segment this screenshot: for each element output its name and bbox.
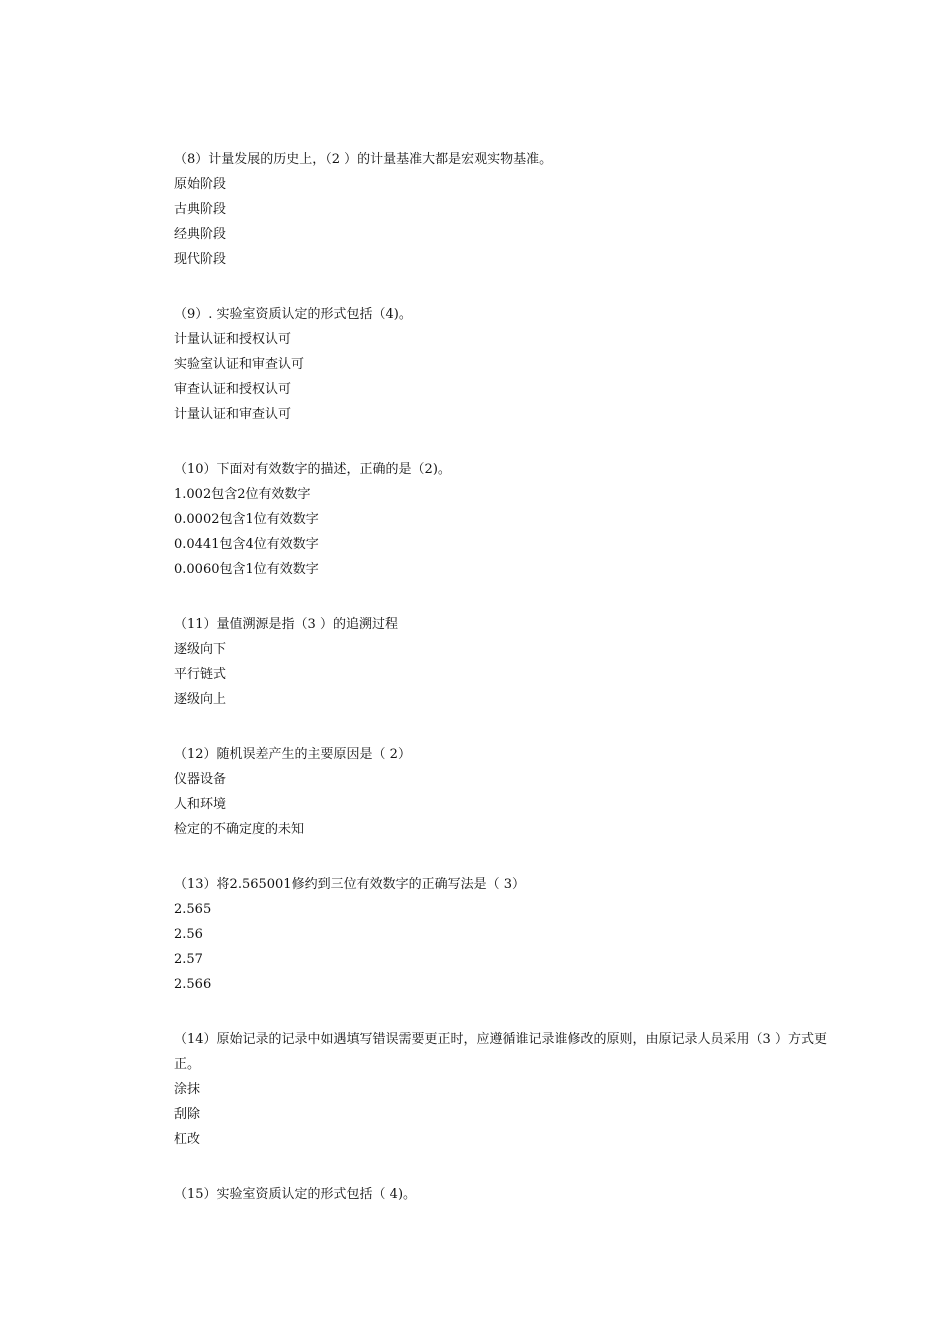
option-2: 刮除 [174,1107,201,1122]
option-1: 原始阶段 [174,177,227,192]
option-1: 2.565 [174,902,212,917]
question-15 [174,1182,834,1207]
question-text: （8）计量发展的历史上，（2 ）的计量基准大都是宏观实物基准。 [174,152,553,167]
question-text: （14）原始记录的记录中如遇填写错误需要更正时，应遵循谁记录谁修改的原则，由原记录人员采用（3 ）方式更正。 [174,1032,827,1072]
option-2: 平行链式 [174,667,227,682]
option-1: 逐级向下 [174,642,227,657]
question-14 [174,1027,834,1152]
question-10 [174,457,834,582]
question-text: （12）随机误差产生的主要原因是（ 2） [174,747,411,762]
option-3: 逐级向上 [174,692,227,707]
option-3: 0.0441包含4位有效数字 [174,537,319,552]
question-text: （15）实验室资质认定的形式包括（ 4)。 [174,1187,417,1202]
document-page [174,147,834,1237]
option-3: 检定的不确定度的未知 [174,822,305,837]
question-text: （10）下面对有效数字的描述，正确的是（2)。 [174,462,451,477]
question-text: （11）量值溯源是指（3 ）的追溯过程 [174,617,398,632]
option-4: 现代阶段 [174,252,227,267]
option-2: 2.56 [174,927,203,942]
option-2: 实验室认证和审查认可 [174,357,305,372]
option-2: 0.0002包含1位有效数字 [174,512,319,527]
question-11 [174,612,834,712]
question-8 [174,147,834,272]
question-13 [174,872,834,997]
option-4: 计量认证和审查认可 [174,407,292,422]
question-text: （13）将2.565001修约到三位有效数字的正确写法是（ 3） [174,877,525,892]
option-3: 杠改 [174,1132,201,1147]
question-text: （9）. 实验室资质认定的形式包括（4)。 [174,307,412,322]
option-2: 人和环境 [174,797,227,812]
option-1: 仪器设备 [174,772,227,787]
option-1: 计量认证和授权认可 [174,332,292,347]
option-2: 古典阶段 [174,202,227,217]
option-4: 2.566 [174,977,212,992]
option-3: 2.57 [174,952,203,967]
question-12 [174,742,834,842]
option-1: 涂抹 [174,1082,201,1097]
option-3: 经典阶段 [174,227,227,242]
question-9 [174,302,834,427]
option-3: 审查认证和授权认可 [174,382,292,397]
option-1: 1.002包含2位有效数字 [174,487,311,502]
option-4: 0.0060包含1位有效数字 [174,562,319,577]
